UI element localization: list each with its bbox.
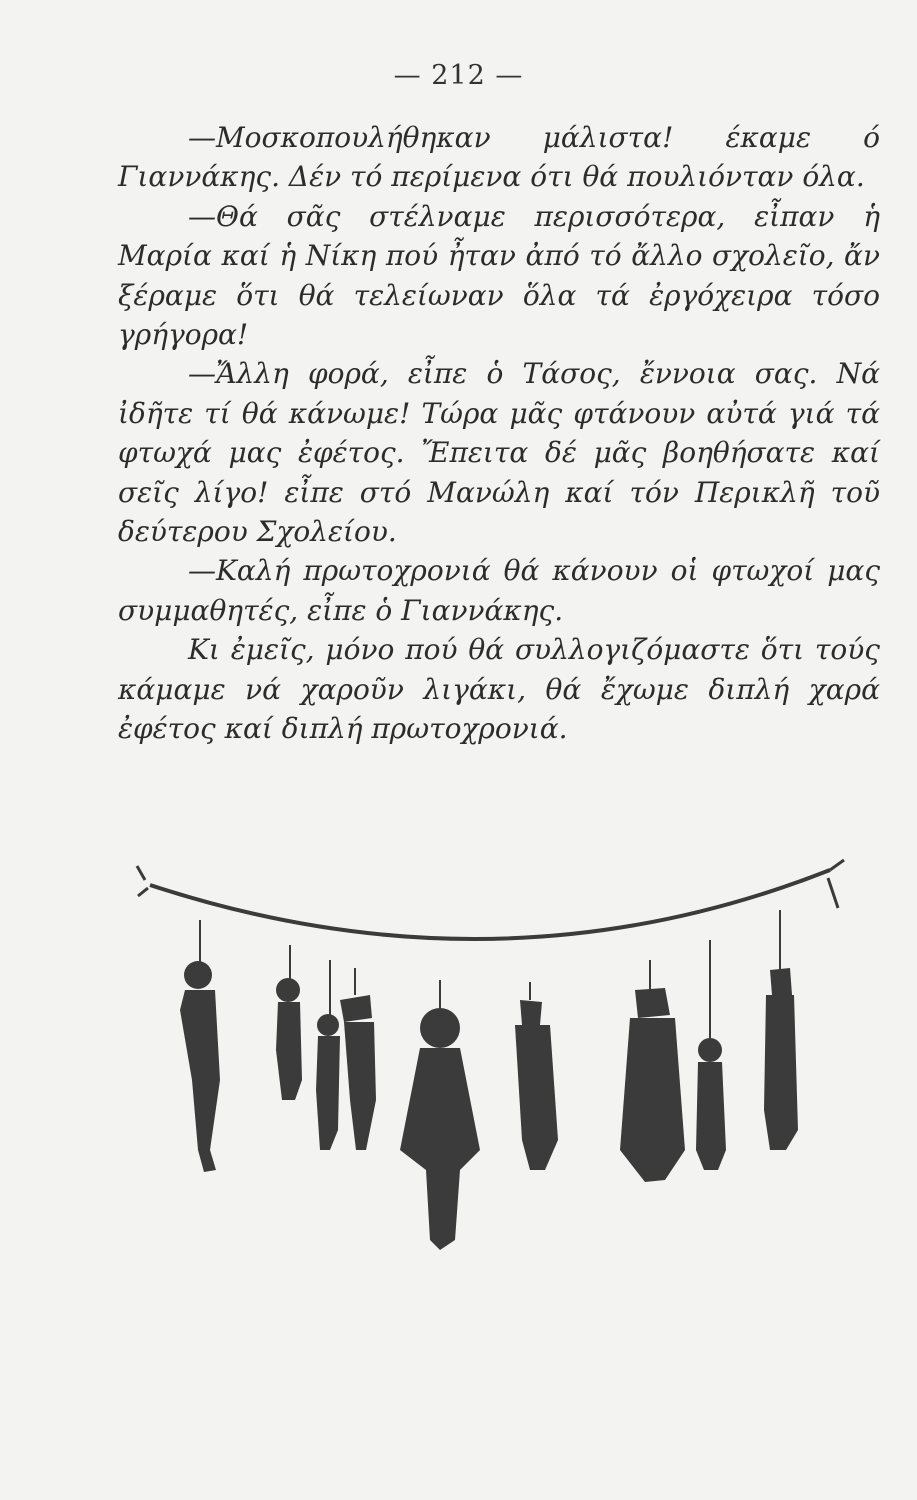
paragraph-4: —Καλή πρωτοχρονιά θά κάνουν οἱ φτωχοί μας συμμαθητές, εἶπε ὁ Γιαννάκης.: [118, 554, 880, 627]
puppet-figure-3: [316, 960, 340, 1150]
paragraph-3: —Ἄλλη φορά, εἶπε ὁ Τάσος, ἔννοια σας. Νά ἰδῆτε τί θά κάνωμε! Τώρα μᾶς φτάνουν αὐτά γιά τά φτωχά μας ἐφέτος. Ἔπειτα δέ μᾶς βοηθήσατε καί σεῖς λίγο! εἶπε στό Μανώλη καί τόν Περικλῆ τοῦ δεύτερου Σχολείου.: [118, 357, 880, 549]
puppet-figure-7: [620, 960, 685, 1182]
body-text: [118, 118, 880, 749]
puppet-figure-5: [400, 980, 480, 1250]
page-number: — 212 —: [393, 60, 524, 91]
clothesline-string: [150, 870, 830, 939]
string-knot-right: [828, 860, 844, 908]
puppet-figure-9: [764, 910, 798, 1150]
string-knot-left: [137, 866, 148, 896]
paragraph-5: Κι ἐμεῖς, μόνο πού θά συλλογιζόμαστε ὅτι τούς κάμαμε νά χαροῦν λιγάκι, θά ἔχωμε διπλή χαρά ἐφέτος καί διπλή πρωτοχρονιά.: [118, 633, 880, 746]
hanging-puppets-illustration: [130, 850, 880, 1270]
puppets-on-string-drawing: [130, 850, 880, 1270]
puppet-figure-4: [340, 968, 376, 1150]
puppet-figure-2: [276, 945, 302, 1100]
puppet-figure-8: [696, 940, 726, 1170]
paragraph-1: —Μοσκοπουλήθηκαν μάλιστα! έκαμε ό Γιαννάκης. Δέν τό περίμενα ότι θά πουλιόνταν όλα.: [118, 121, 880, 194]
puppet-figure-1: [180, 920, 220, 1172]
puppet-figure-6: [515, 982, 558, 1170]
paragraph-2: —Θά σᾶς στέλναμε περισσότερα, εἶπαν ἡ Μαρία καί ἡ Νίκη πού ἦταν ἀπό τό ἄλλο σχολεῖο, ἄν ξέραμε ὅτι θά τελείωναν ὅλα τά ἐργόχειρα τόσο γρήγορα!: [118, 199, 880, 352]
